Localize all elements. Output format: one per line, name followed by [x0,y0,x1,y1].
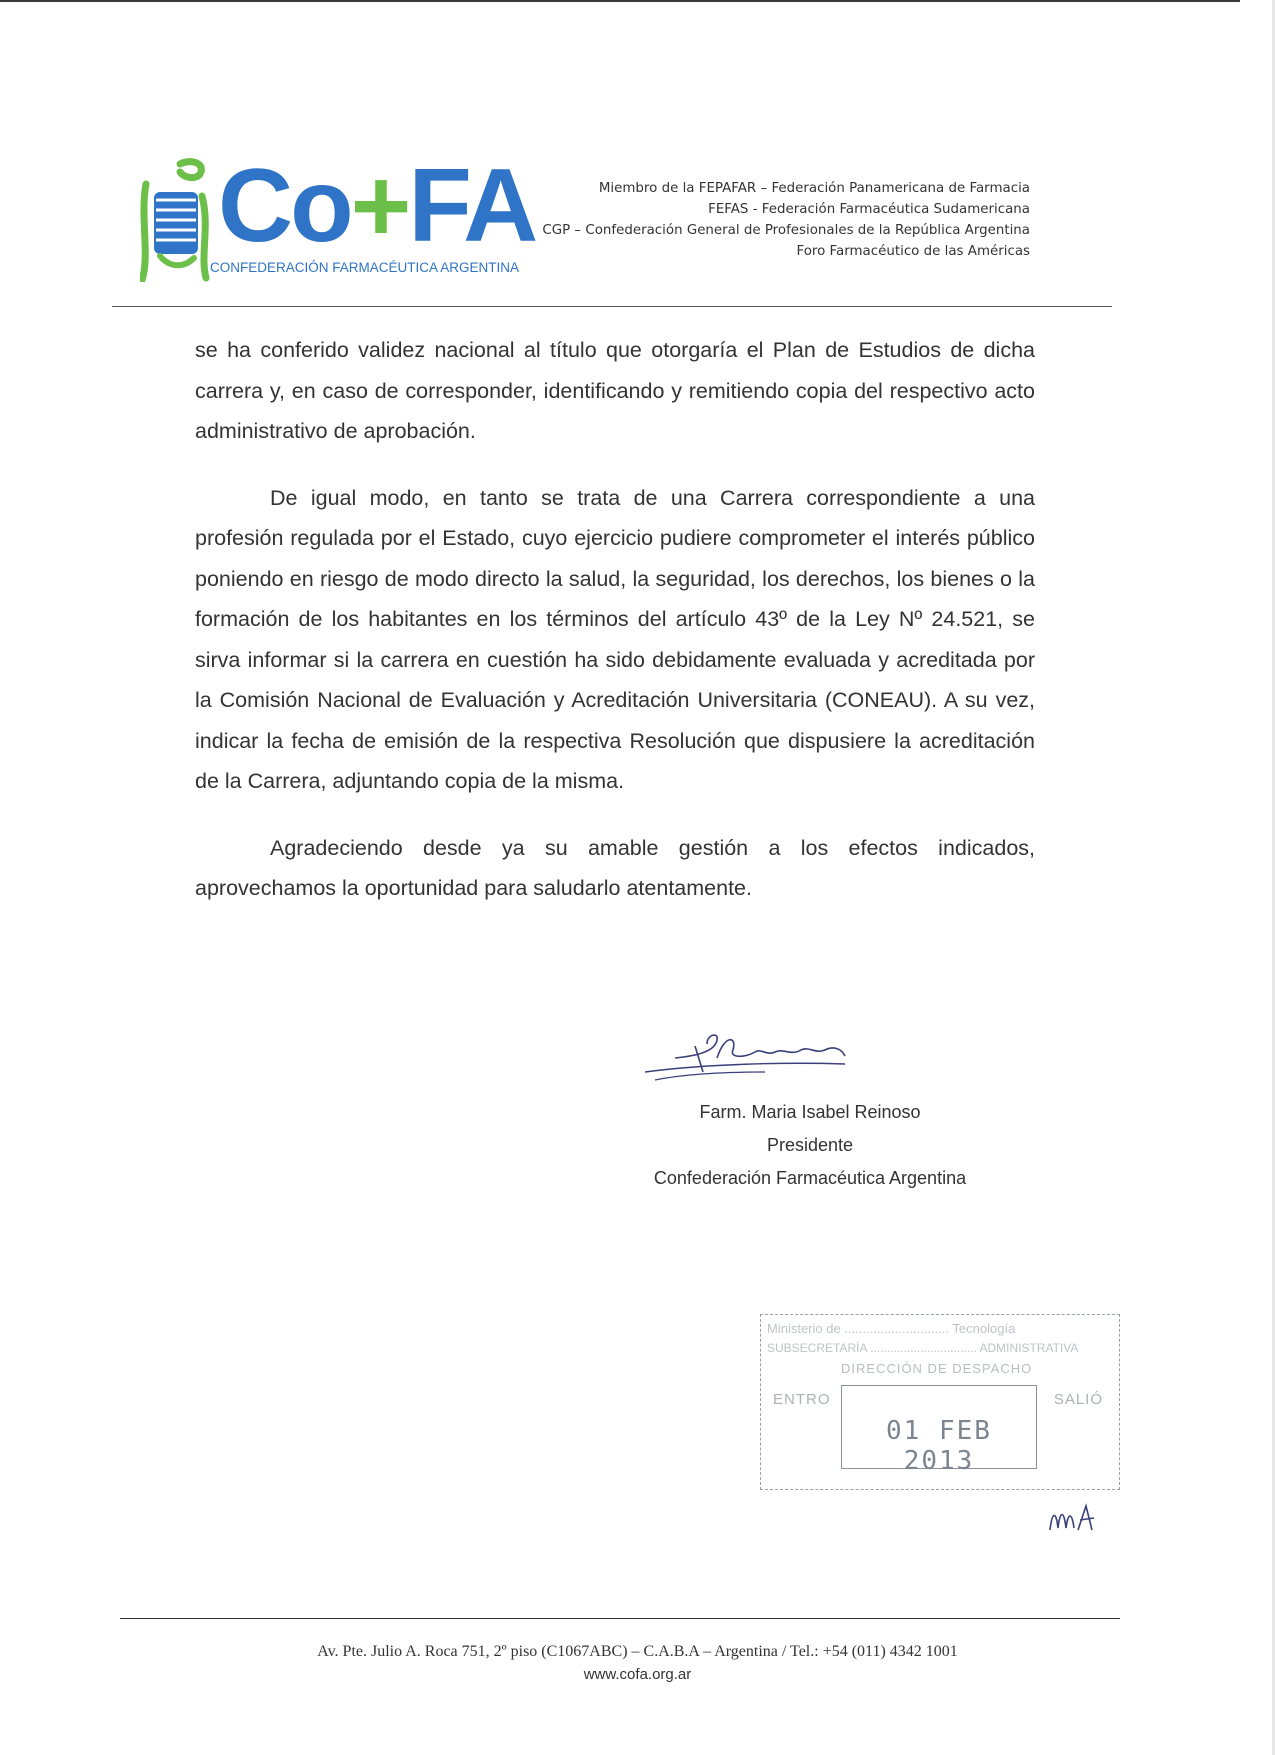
handwritten-signature [645,1028,885,1088]
logo-subtitle: CONFEDERACIÓN FARMACÉUTICA ARGENTINA [210,260,520,275]
membership-line: FEFAS - Federación Farmacéutica Sudamericana [708,202,1030,217]
reception-stamp [760,1314,1120,1490]
footer-address: Av. Pte. Julio A. Roca 751, 2º piso (C1067ABC) – C.A.B.A – Argentina / Tel.: +54 (011) 4342 1001 [317,1643,958,1660]
header-divider [112,306,1112,307]
stamp-date: 01 FEB 2013 [886,1416,992,1476]
stamp-date-box [841,1385,1037,1476]
paragraph: Agradeciendo desde ya su amable gestión a los efectos indicados, aprovechamos la oportunidad para saludarlo atentamente. [195,835,1035,900]
stamp-entro-label: ENTRO [773,1391,831,1408]
membership-line: CGP – Confederación General de Profesionales de la República Argentina [542,223,1030,238]
paragraph: De igual modo, en tanto se trata de una Carrera correspondiente a una profesión regulada por el Estado, cuyo ejercicio pudiere comprometer el interés público poniendo en riesgo de modo directo la salud, la seguridad, los derechos, los bienes o la formación de los habitantes en los términos del artículo 43º de la Ley Nº 24.521, se sirva informar si la carrera en cuestión ha sido debidamente evaluada y acreditada por la Comisión Nacional de Evaluación y Acreditación Universitaria (CONEAU). A su vez, indicar la fecha de emisión de la respectiva Resolución que dispusiere la acreditación de la Carrera, adjuntando copia de la misma. [195,485,1035,793]
stamp-subsecretaria-line: SUBSECRETARÍA ................................ ADMINISTRATIVA [767,1341,1079,1355]
membership-line: Miembro de la FEPAFAR – Federación Panamericana de Farmacia [598,181,1030,196]
logo-wordmark: Co+FA [218,148,536,264]
letter-body [195,330,1035,909]
cofa-logo [140,148,536,290]
scan-edge [0,0,1240,2]
caduceus-icon [140,156,212,282]
stamp-salio-label: SALIÓ [1053,1391,1103,1408]
membership-line: Foro Farmacéutico de las Américas [796,244,1030,259]
handwritten-initials [1048,1500,1098,1536]
signer-name: Farm. Maria Isabel Reinoso [699,1102,921,1122]
footer-website: www.cofa.org.ar [583,1666,692,1683]
stamp-direccion-line: DIRECCIÓN DE DESPACHO [841,1361,1033,1376]
signer-organization: Confederación Farmacéutica Argentina [653,1168,967,1188]
signature-block [640,1096,980,1195]
paragraph: se ha conferido validez nacional al título que otorgaría el Plan de Estudios de dicha carrera y, en caso de corresponder, identificando y remitiendo copia del respectivo acto administrativo de aprobación. [195,338,1035,443]
signer-role: Presidente [766,1135,854,1155]
stamp-ministry-line: Ministerio de ............................. Tecnología [767,1321,1016,1336]
memberships-block [542,178,1030,262]
footer-divider [120,1618,1120,1619]
